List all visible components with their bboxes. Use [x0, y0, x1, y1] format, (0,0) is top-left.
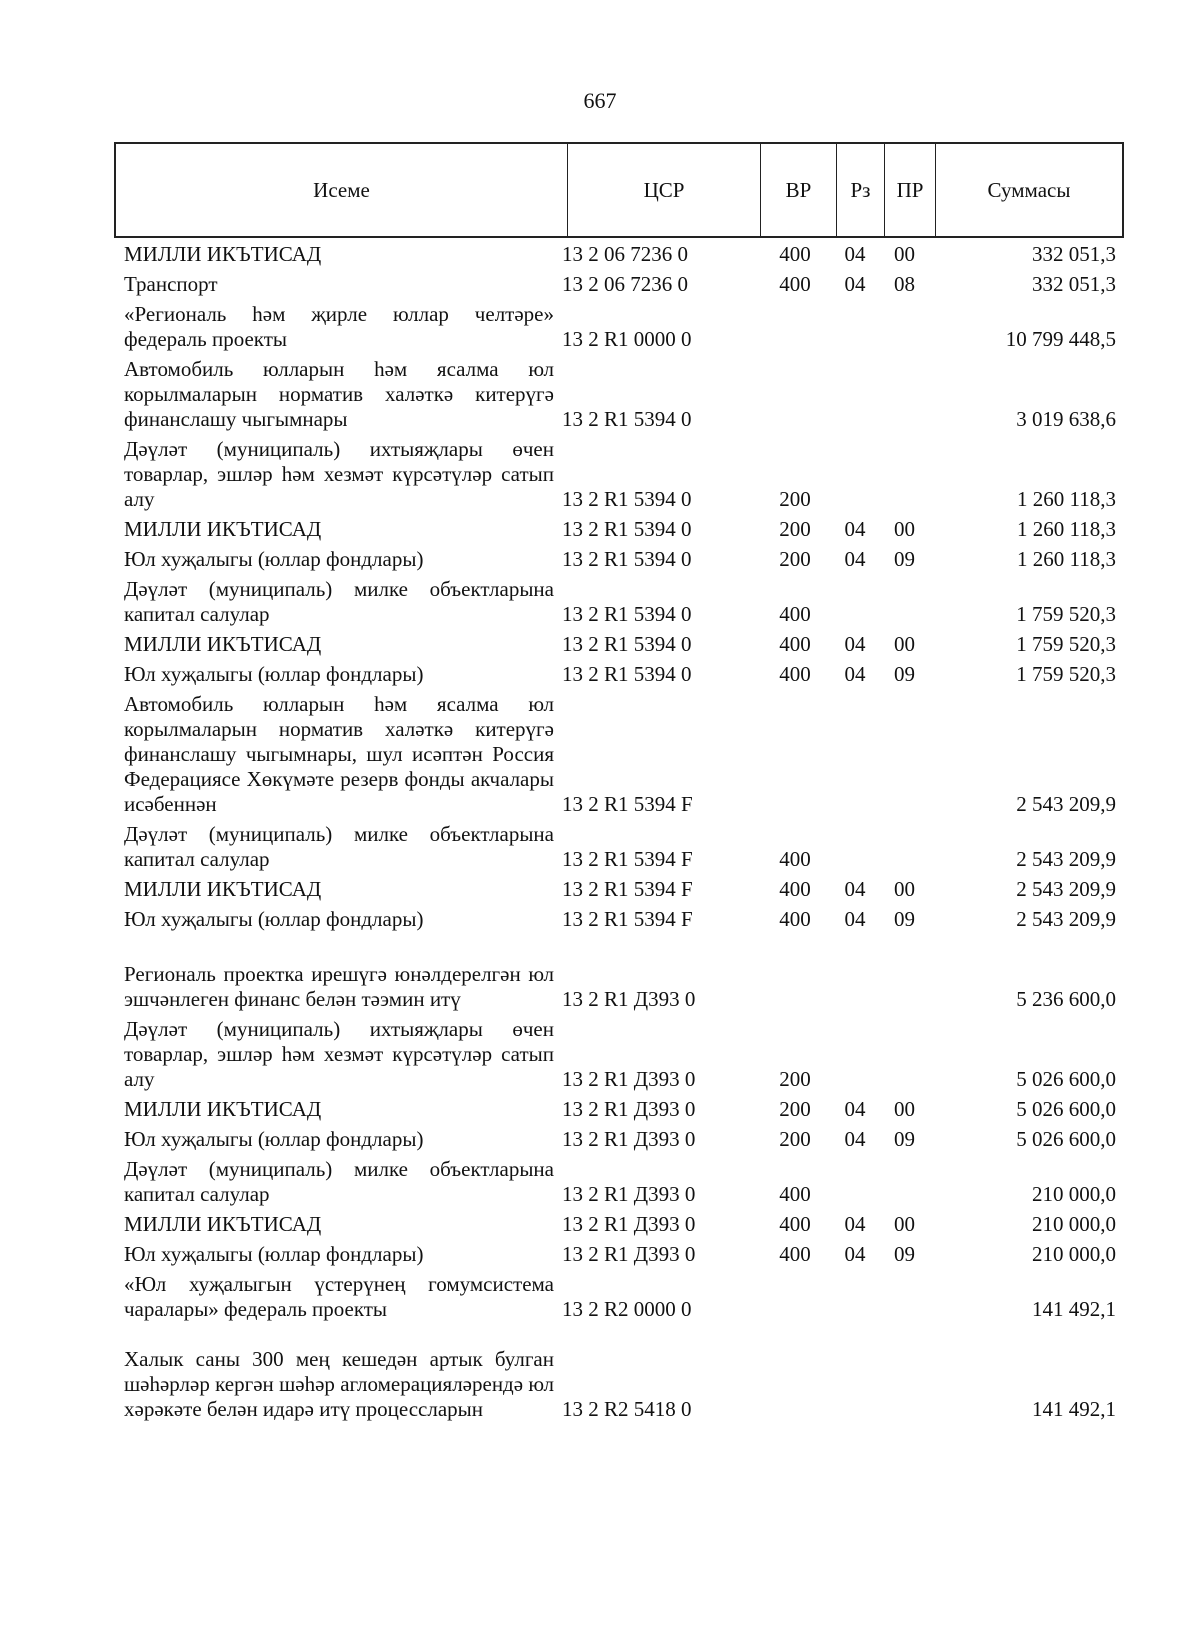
cell-pr: 00 [894, 1212, 915, 1236]
header-pr: ПР [885, 144, 936, 236]
cell-rz: 04 [844, 907, 866, 931]
cell-rz: 04 [844, 632, 866, 656]
cell-sum: 210 000,0 [1032, 1212, 1116, 1236]
table-row [114, 822, 1124, 872]
cell-vr: 400 [779, 1212, 811, 1236]
table-row [114, 577, 1124, 627]
cell-rz: 04 [844, 1097, 866, 1121]
cell-csr: 13 2 R1 Д393 0 [562, 1242, 696, 1266]
table-row [114, 1017, 1124, 1092]
cell-vr: 400 [779, 907, 811, 931]
cell-name: Юл хуҗалыгы (юллар фондлары) [124, 547, 424, 571]
page-number: 667 [583, 88, 617, 113]
cell-vr: 200 [779, 1127, 811, 1151]
table-row [114, 547, 1124, 572]
cell-pr: 00 [894, 517, 915, 541]
cell-sum: 2 543 209,9 [1016, 907, 1116, 931]
cell-vr: 400 [779, 242, 811, 266]
cell-sum: 2 543 209,9 [1016, 792, 1116, 816]
cell-vr: 400 [779, 602, 811, 626]
table-row [114, 692, 1124, 817]
cell-name: МИЛЛИ ИКЪТИСАД [124, 242, 322, 266]
header-rz: Рз [837, 144, 885, 236]
cell-csr: 13 2 R1 5394 0 [562, 547, 692, 571]
table-row [114, 1322, 1124, 1422]
cell-csr: 13 2 06 7236 0 [562, 242, 688, 266]
cell-csr: 13 2 R1 Д393 0 [562, 1182, 696, 1206]
cell-name: Юл хуҗалыгы (юллар фондлары) [124, 1127, 424, 1151]
table-row [114, 302, 1124, 352]
cell-rz: 04 [844, 242, 866, 266]
cell-csr: 13 2 R1 0000 0 [562, 327, 692, 351]
cell-csr: 13 2 R1 5394 F [562, 792, 693, 816]
cell-vr: 200 [779, 517, 811, 541]
table-row [114, 632, 1124, 657]
cell-name: Автомобиль юлларын һәм ясалма юл корылмаларын норматив халәткә китерүгә финанслашу чыгымнары [124, 357, 554, 431]
cell-sum: 1 759 520,3 [1016, 632, 1116, 656]
table-row [114, 1242, 1124, 1267]
cell-rz: 04 [844, 877, 866, 901]
table-header [114, 142, 1124, 238]
cell-csr: 13 2 R1 5394 0 [562, 487, 692, 511]
cell-vr: 400 [779, 632, 811, 656]
cell-name: Автомобиль юлларын һәм ясалма юл корылмаларын норматив халәткә китерүгә финанслашу чыгымнары, шул исәптән Россия Федерациясе Хөкүмәте резерв фонды акчалары исәбеннән [124, 692, 554, 816]
cell-name: Юл хуҗалыгы (юллар фондлары) [124, 662, 424, 686]
cell-csr: 13 2 R1 Д393 0 [562, 1097, 696, 1121]
cell-sum: 1 260 118,3 [1017, 487, 1116, 511]
cell-name: Халык саны 300 мең кешедән артык булган шәһәрләр кергән шәһәр агломерацияләрендә юл хәрәкәте белән идарә итү процессларын [124, 1347, 554, 1421]
header-vr: ВР [761, 144, 837, 236]
cell-name: МИЛЛИ ИКЪТИСАД [124, 877, 322, 901]
cell-csr: 13 2 R1 5394 0 [562, 662, 692, 686]
cell-pr: 08 [894, 272, 915, 296]
cell-name: Дәүләт (муниципаль) милке объектларына капитал салулар [124, 1157, 554, 1206]
table-row [114, 1127, 1124, 1152]
cell-pr: 09 [894, 662, 915, 686]
cell-pr: 09 [894, 1127, 915, 1151]
cell-sum: 5 026 600,0 [1016, 1127, 1116, 1151]
cell-csr: 13 2 R1 5394 F [562, 877, 693, 901]
cell-vr: 200 [779, 547, 811, 571]
cell-name: «Региональ һәм җирле юллар челтәре» федераль проекты [124, 302, 554, 351]
cell-pr: 00 [894, 877, 915, 901]
cell-rz: 04 [844, 1127, 866, 1151]
header-name: Исеме [116, 144, 568, 236]
cell-sum: 3 019 638,6 [1016, 407, 1116, 431]
cell-csr: 13 2 R1 Д393 0 [562, 987, 696, 1011]
cell-vr: 400 [779, 847, 811, 871]
cell-vr: 200 [779, 1097, 811, 1121]
cell-name: Дәүләт (муниципаль) ихтыяҗлары өчен товарлар, эшләр һәм хезмәт күрсәтүләр сатып алу [124, 437, 554, 511]
cell-csr: 13 2 R1 5394 0 [562, 517, 692, 541]
table-row [114, 1272, 1124, 1322]
table-row [114, 937, 1124, 1012]
cell-sum: 2 543 209,9 [1016, 847, 1116, 871]
cell-vr: 400 [779, 1242, 811, 1266]
cell-sum: 10 799 448,5 [1005, 327, 1116, 351]
cell-csr: 13 2 R1 5394 F [562, 907, 693, 931]
cell-sum: 2 543 209,9 [1016, 877, 1116, 901]
cell-sum: 141 492,1 [1032, 1397, 1116, 1421]
cell-vr: 400 [779, 877, 811, 901]
cell-name: Региональ проектка ирешүгә юнәлдерелгән юл эшчәнлеген финанс белән тәэмин итү [124, 962, 554, 1011]
cell-csr: 13 2 R1 Д393 0 [562, 1212, 696, 1236]
cell-csr: 13 2 R1 5394 0 [562, 602, 692, 626]
cell-pr: 00 [894, 1097, 915, 1121]
cell-sum: 5 236 600,0 [1016, 987, 1116, 1011]
cell-sum: 332 051,3 [1032, 272, 1116, 296]
cell-rz: 04 [844, 517, 866, 541]
cell-csr: 13 2 06 7236 0 [562, 272, 688, 296]
table-row [114, 272, 1124, 297]
table-row [114, 877, 1124, 902]
cell-pr: 09 [894, 547, 915, 571]
header-csr: ЦСР [568, 144, 761, 236]
table-row [114, 437, 1124, 512]
header-sum: Суммасы [987, 177, 1071, 202]
cell-pr: 09 [894, 1242, 915, 1266]
cell-vr: 400 [779, 1182, 811, 1206]
cell-csr: 13 2 R1 Д393 0 [562, 1127, 696, 1151]
cell-name: МИЛЛИ ИКЪТИСАД [124, 517, 322, 541]
table-row [114, 517, 1124, 542]
table-row [114, 662, 1124, 687]
cell-pr: 09 [894, 907, 915, 931]
cell-sum: 141 492,1 [1032, 1297, 1116, 1321]
cell-name: Юл хуҗалыгы (юллар фондлары) [124, 1242, 424, 1266]
cell-name: МИЛЛИ ИКЪТИСАД [124, 1212, 322, 1236]
cell-name: МИЛЛИ ИКЪТИСАД [124, 1097, 322, 1121]
table-row [114, 242, 1124, 267]
table-row [114, 357, 1124, 432]
cell-sum: 1 759 520,3 [1016, 662, 1116, 686]
cell-sum: 1 260 118,3 [1017, 517, 1116, 541]
table-row [114, 1097, 1124, 1122]
cell-name: МИЛЛИ ИКЪТИСАД [124, 632, 322, 656]
cell-name: Юл хуҗалыгы (юллар фондлары) [124, 907, 424, 931]
table-row [114, 907, 1124, 932]
cell-csr: 13 2 R1 5394 F [562, 847, 693, 871]
cell-name: Дәүләт (муниципаль) милке объектларына капитал салулар [124, 822, 554, 871]
cell-csr: 13 2 R1 5394 0 [562, 407, 692, 431]
cell-sum: 210 000,0 [1032, 1182, 1116, 1206]
cell-rz: 04 [844, 547, 866, 571]
cell-name: Транспорт [124, 272, 218, 296]
cell-pr: 00 [894, 632, 915, 656]
cell-rz: 04 [844, 1212, 866, 1236]
cell-csr: 13 2 R2 0000 0 [562, 1297, 692, 1321]
cell-sum: 1 260 118,3 [1017, 547, 1116, 571]
cell-name: Дәүләт (муниципаль) милке объектларына капитал салулар [124, 577, 554, 626]
cell-rz: 04 [844, 272, 866, 296]
cell-pr: 00 [894, 242, 915, 266]
cell-csr: 13 2 R1 5394 0 [562, 632, 692, 656]
table-row [114, 1157, 1124, 1207]
cell-vr: 200 [779, 1067, 811, 1091]
cell-sum: 5 026 600,0 [1016, 1067, 1116, 1091]
table-row [114, 1212, 1124, 1237]
cell-vr: 200 [779, 487, 811, 511]
cell-sum: 1 759 520,3 [1016, 602, 1116, 626]
cell-vr: 400 [779, 662, 811, 686]
cell-name: Дәүләт (муниципаль) ихтыяҗлары өчен товарлар, эшләр һәм хезмәт күрсәтүләр сатып алу [124, 1017, 554, 1091]
cell-rz: 04 [844, 662, 866, 686]
cell-csr: 13 2 R2 5418 0 [562, 1397, 692, 1421]
cell-rz: 04 [844, 1242, 866, 1266]
cell-sum: 5 026 600,0 [1016, 1097, 1116, 1121]
cell-vr: 400 [779, 272, 811, 296]
cell-sum: 332 051,3 [1032, 242, 1116, 266]
cell-csr: 13 2 R1 Д393 0 [562, 1067, 696, 1091]
cell-name: «Юл хуҗалыгын үстерүнең гомумсистема чаралары» федераль проекты [124, 1272, 554, 1321]
cell-sum: 210 000,0 [1032, 1242, 1116, 1266]
